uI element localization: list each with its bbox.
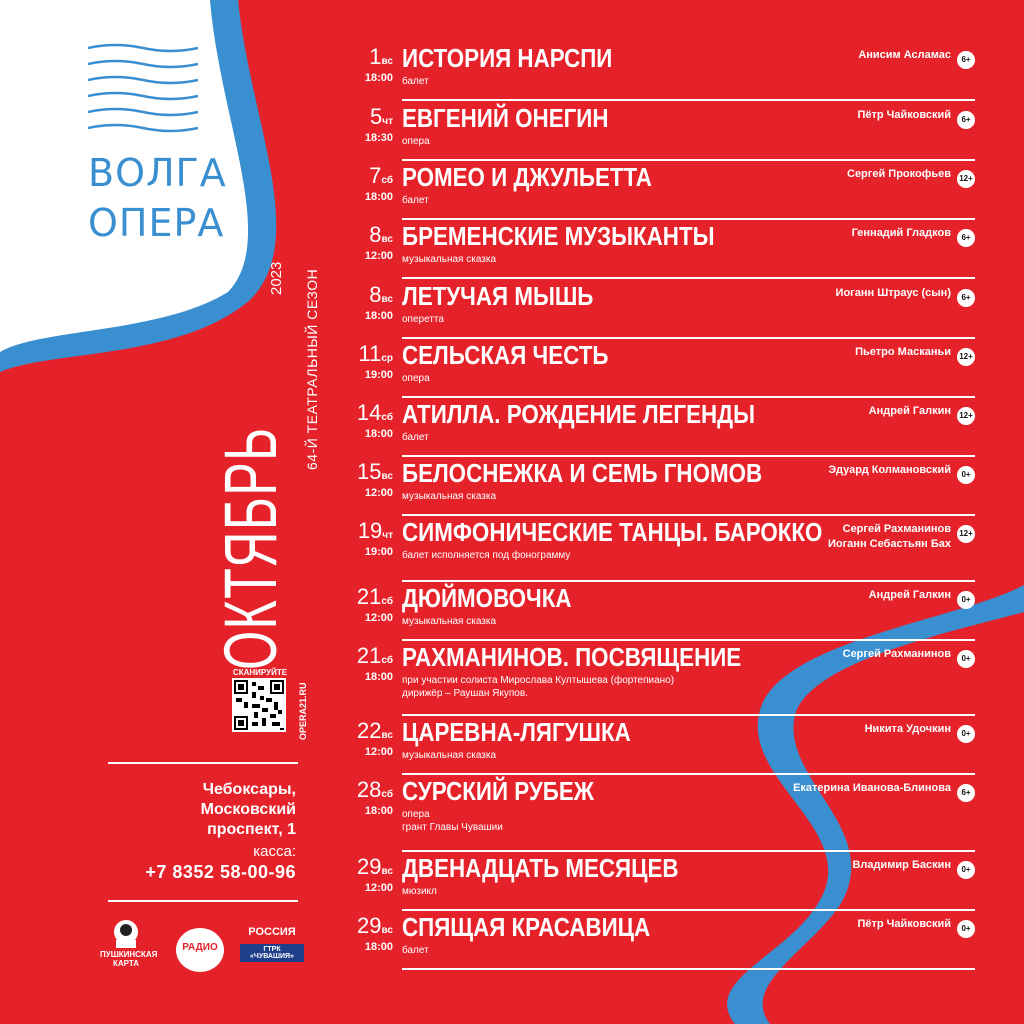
address-line-3: проспект, 1 [207, 821, 296, 838]
event-row[interactable] [350, 775, 975, 852]
event-subtitle-line: балет исполняется под фонограмму [402, 550, 571, 561]
age-rating-badge: 0+ [957, 466, 975, 484]
event-composer-line: Пьетро Масканьи [855, 346, 951, 358]
address [96, 780, 296, 840]
event-composer-line: Сергей Рахманинов [842, 648, 951, 660]
season-label: 64-Й ТЕАТРАЛЬНЫЙ СЕЗОН [304, 268, 320, 470]
event-composer [843, 647, 951, 662]
event-day: 8 [369, 222, 382, 247]
event-date [358, 341, 393, 372]
age-rating-badge: 0+ [957, 861, 975, 879]
event-composer [855, 345, 951, 360]
partner-logos [100, 918, 310, 980]
year-label: 2023 [268, 261, 285, 295]
age-rating-badge: 0+ [957, 591, 975, 609]
divider [108, 900, 298, 902]
month-block [209, 340, 302, 670]
event-composer-line: Андрей Галкин [868, 405, 951, 417]
event-date [358, 518, 393, 549]
event-subtitle [402, 885, 437, 898]
age-rating-badge: 6+ [957, 111, 975, 129]
event-composer-line: Анисим Асламас [858, 49, 951, 61]
event-composer [869, 404, 951, 419]
age-rating-badge: 12+ [957, 525, 975, 543]
event-composer-line: Пётр Чайковский [857, 918, 951, 930]
waves-logo-icon [88, 40, 198, 140]
event-time: 12:00 [364, 882, 393, 894]
event-time: 12:00 [364, 746, 393, 758]
age-rating-badge: 12+ [957, 407, 975, 425]
event-day: 28 [356, 777, 382, 802]
age-rating-badge: 12+ [957, 170, 975, 188]
event-subtitle [402, 808, 503, 834]
event-date [357, 643, 393, 674]
event-day: 14 [356, 400, 382, 425]
event-day: 7 [369, 163, 382, 188]
event-subtitle-line: музыкальная сказка [402, 616, 497, 627]
event-subtitle [402, 431, 429, 444]
event-weekday: сб [381, 175, 393, 186]
event-time: 12:00 [364, 250, 393, 262]
age-rating-badge: 12+ [957, 348, 975, 366]
event-weekday: сб [381, 655, 393, 666]
event-weekday: сб [381, 789, 393, 800]
event-day: 5 [370, 104, 383, 129]
event-date [357, 718, 393, 749]
event-row[interactable] [350, 911, 975, 970]
brand-name [88, 148, 227, 248]
event-title[interactable]: СУРСКИЙ РУБЕЖ [402, 776, 594, 806]
event-row[interactable] [350, 641, 975, 716]
gtrk-text: ГТРК «ЧУВАШИЯ» [240, 944, 304, 962]
event-weekday: сб [381, 596, 393, 607]
event-composer [857, 108, 951, 123]
event-title[interactable]: ЛЕТУЧАЯ МЫШЬ [402, 281, 594, 311]
pushkin-portrait-icon [106, 918, 146, 948]
event-weekday: вс [381, 730, 393, 741]
event-time: 12:00 [364, 487, 393, 499]
event-row[interactable] [350, 102, 975, 161]
event-title[interactable]: СИМФОНИЧЕСКИЕ ТАНЦЫ. БАРОККО [402, 517, 823, 547]
event-day: 19 [357, 518, 383, 543]
event-day: 15 [357, 459, 382, 484]
event-day: 11 [358, 341, 382, 366]
event-subtitle-line: музыкальная сказка [402, 750, 497, 761]
event-subtitle-line: музыкальная сказка [402, 491, 497, 502]
event-title[interactable]: ДВЕНАДЦАТЬ МЕСЯЦЕВ [402, 853, 679, 883]
event-subtitle-line: балет [402, 76, 429, 87]
event-title[interactable]: БРЕМЕНСКИЕ МУЗЫКАНТЫ [402, 221, 715, 251]
event-time: 18:00 [364, 428, 393, 440]
event-row[interactable] [350, 42, 975, 101]
age-rating-badge: 0+ [957, 725, 975, 743]
event-subtitle [402, 944, 429, 957]
address-line-1: Чебоксары, [202, 781, 296, 798]
event-composer-line: Эдуард Колмановский [828, 464, 951, 476]
event-date [357, 459, 393, 490]
event-time: 18:00 [364, 941, 393, 953]
event-date [357, 913, 393, 944]
event-composer [836, 286, 951, 301]
qr-code-icon[interactable] [232, 678, 286, 732]
event-subtitle-line: грант Главы Чувашии [402, 822, 503, 833]
event-weekday: ср [381, 353, 393, 364]
event-composer [828, 463, 951, 478]
event-title[interactable]: БЕЛОСНЕЖКА И СЕМЬ ГНОМОВ [402, 458, 763, 488]
event-title[interactable]: ИСТОРИЯ НАРСПИ [402, 43, 613, 73]
event-composer-line: Екатерина Иванова-Блинова [793, 782, 951, 794]
event-date [369, 163, 393, 194]
event-row[interactable] [350, 852, 975, 911]
event-date [357, 584, 393, 615]
event-composer-line: Андрей Галкин [868, 589, 951, 601]
event-row[interactable] [350, 457, 975, 516]
event-time: 18:00 [364, 671, 393, 683]
event-title[interactable]: ЦАРЕВНА-ЛЯГУШКА [402, 717, 631, 747]
age-rating-badge: 0+ [957, 650, 975, 668]
event-subtitle-line: оперетта [402, 314, 444, 325]
event-row[interactable] [350, 716, 975, 775]
event-title[interactable]: АТИЛЛА. РОЖДЕНИЕ ЛЕГЕНДЫ [402, 399, 755, 429]
event-composer-line: Геннадий Гладков [851, 227, 951, 239]
event-composer-line: Иоганн Штраус (сын) [835, 287, 951, 299]
event-date [357, 777, 393, 808]
event-weekday: вс [381, 925, 393, 936]
event-weekday: вс [381, 234, 393, 245]
event-row[interactable] [350, 220, 975, 279]
event-subtitle-line: опера [402, 809, 430, 820]
event-subtitle-line: при участии солиста Мирослава Култышева (фортепиано) [402, 675, 675, 686]
event-date [357, 400, 393, 431]
event-subtitle [402, 313, 444, 326]
event-row[interactable] [350, 516, 975, 582]
event-weekday: вс [381, 294, 393, 305]
pushkin-card-logo [100, 918, 158, 968]
event-day: 8 [369, 282, 382, 307]
event-subtitle [402, 372, 430, 385]
radio-logo [176, 928, 224, 972]
event-time: 18:30 [364, 132, 393, 144]
event-subtitle [402, 549, 570, 562]
event-time: 12:00 [364, 612, 393, 624]
event-composer [852, 226, 951, 241]
event-day: 21 [356, 643, 382, 668]
event-composer [793, 781, 951, 796]
event-composer [865, 722, 951, 737]
age-rating-badge: 6+ [957, 289, 975, 307]
event-weekday: вс [381, 866, 393, 877]
row-divider [402, 99, 975, 101]
event-title[interactable]: ДЮЙМОВОЧКА [402, 583, 572, 613]
phone-number[interactable]: +7 8352 58-00-96 [145, 862, 296, 882]
event-subtitle-line: дирижёр – Раушан Якупов. [402, 688, 528, 699]
event-date [370, 104, 393, 135]
event-row[interactable] [350, 398, 975, 457]
event-composer-line: Сергей Рахманинов [842, 523, 951, 535]
event-composer [858, 48, 951, 63]
event-date [357, 854, 393, 885]
event-time: 19:00 [364, 369, 393, 381]
event-day: 21 [356, 584, 382, 609]
event-subtitle [402, 674, 674, 700]
event-time: 18:00 [364, 310, 393, 322]
address-line-2: Московский [200, 801, 296, 818]
row-divider [402, 277, 975, 279]
site-url[interactable]: OPERA21.RU [298, 682, 308, 740]
event-time: 18:00 [364, 805, 393, 817]
event-subtitle [402, 490, 496, 503]
event-day: 22 [357, 718, 382, 743]
event-subtitle-line: опера [402, 373, 430, 384]
event-weekday: чт [382, 530, 393, 541]
brand-line-2: ОПЕРА [88, 201, 225, 245]
age-rating-badge: 0+ [957, 920, 975, 938]
event-subtitle [402, 135, 430, 148]
event-subtitle-line: балет [402, 945, 429, 956]
event-subtitle [402, 749, 496, 762]
event-subtitle-line: балет [402, 432, 429, 443]
age-rating-badge: 6+ [957, 784, 975, 802]
event-composer [847, 167, 951, 182]
event-subtitle [402, 194, 429, 207]
event-subtitle [402, 75, 429, 88]
event-composer-line: Иоганн Себастьян Бах [827, 538, 951, 550]
event-composer-line: Никита Удочкин [864, 723, 951, 735]
event-subtitle [402, 253, 496, 266]
event-row[interactable] [350, 280, 975, 339]
event-composer [852, 858, 951, 873]
radio-text: РАДИО [182, 942, 218, 953]
event-title[interactable]: СЕЛЬСКАЯ ЧЕСТЬ [402, 340, 609, 370]
event-subtitle [402, 615, 496, 628]
event-composer-line: Пётр Чайковский [857, 109, 951, 121]
qr-label: СКАНИРУЙТЕ [232, 668, 288, 677]
month-title: ОКТЯБРЬ [209, 426, 292, 670]
event-date [369, 44, 393, 75]
event-subtitle-line: балет [402, 195, 429, 206]
event-time: 19:00 [364, 546, 393, 558]
event-subtitle-line: опера [402, 136, 430, 147]
cashier-label: касса: [253, 843, 296, 860]
event-title[interactable]: СПЯЩАЯ КРАСАВИЦА [402, 912, 651, 942]
russia-logo [240, 926, 304, 962]
event-time: 18:00 [364, 72, 393, 84]
event-day: 29 [357, 854, 382, 879]
event-title[interactable]: РОМЕО И ДЖУЛЬЕТТА [402, 162, 652, 192]
event-title[interactable]: РАХМАНИНОВ. ПОСВЯЩЕНИЕ [402, 642, 742, 672]
event-subtitle-line: музыкальная сказка [402, 254, 497, 265]
event-composer-line: Сергей Прокофьев [847, 168, 951, 180]
event-weekday: сб [381, 412, 393, 423]
event-time: 18:00 [364, 191, 393, 203]
brand-line-1: ВОЛГА [88, 151, 227, 195]
event-day: 29 [357, 913, 382, 938]
event-weekday: вс [381, 56, 393, 67]
event-date [369, 222, 393, 253]
row-divider [402, 968, 975, 970]
event-composer [857, 917, 951, 932]
russia-text: РОССИЯ [248, 926, 296, 938]
age-rating-badge: 6+ [957, 51, 975, 69]
event-weekday: чт [382, 116, 393, 127]
event-composer-line: Владимир Баскин [852, 859, 951, 871]
pushkin-card-text: ПУШКИНСКАЯ КАРТА [100, 950, 158, 968]
event-composer [869, 588, 951, 603]
event-day: 1 [369, 44, 382, 69]
age-rating-badge: 6+ [957, 229, 975, 247]
event-date [369, 282, 393, 313]
event-row[interactable] [350, 161, 975, 220]
event-row[interactable] [350, 339, 975, 398]
event-weekday: вс [381, 471, 393, 482]
event-row[interactable] [350, 582, 975, 641]
event-composer [828, 522, 951, 552]
event-title[interactable]: ЕВГЕНИЙ ОНЕГИН [402, 103, 609, 133]
event-subtitle-line: мюзикл [402, 886, 437, 897]
divider [108, 762, 298, 764]
